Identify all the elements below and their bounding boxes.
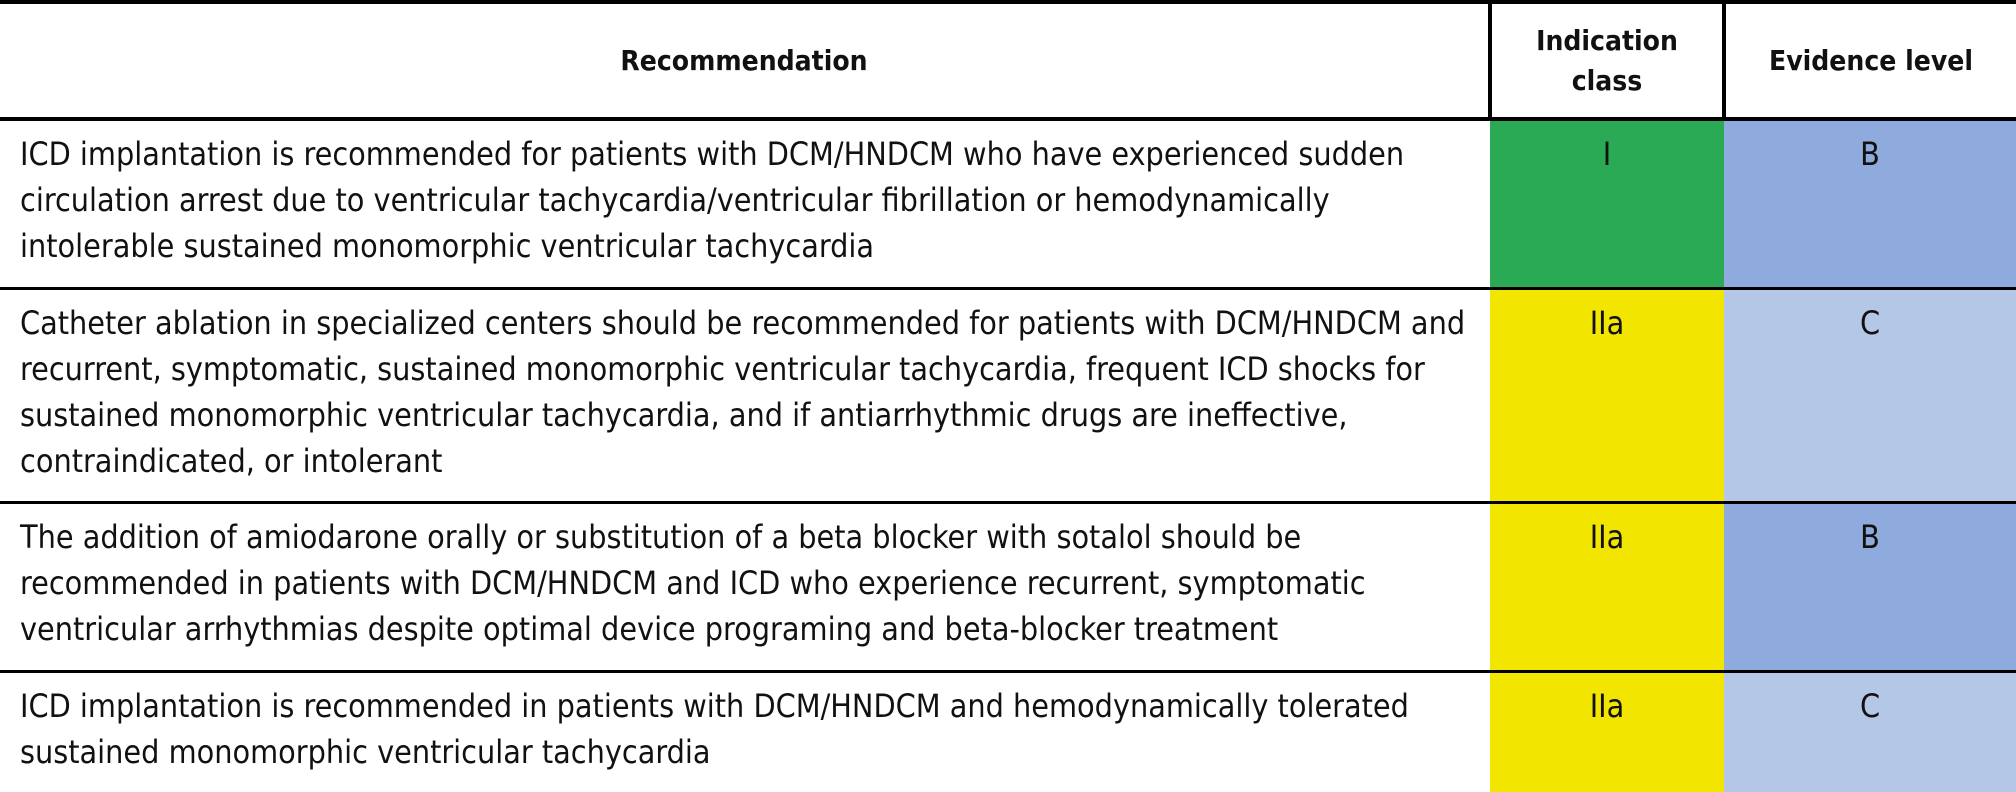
recommendation-cell: The addition of amiodarone orally or substitution of a beta blocker with sotalol should be recommended in patients with DCM/HNDCM and ICD who experience recurrent, symptomatic ventricular arrhythmias despite optimal device programing and beta-blocker treatment — [0, 502, 1490, 671]
evidence-level-cell: B — [1724, 119, 2016, 288]
indication-class-cell: I — [1490, 119, 1724, 288]
table-row — [0, 671, 2016, 792]
table-row — [0, 502, 2016, 671]
evidence-level-cell: B — [1724, 502, 2016, 671]
table-body — [0, 119, 2016, 792]
recommendation-cell: Catheter ablation in specialized centers should be recommended for patients with DCM/HNDCM and recurrent, symptomatic, sustained monomorphic ventricular tachycardia, frequent ICD shocks for sustained monomorphic ventricular tachycardia, and if antiarrhythmic drugs are ineffective, contraindicated, or intolerant — [0, 288, 1490, 502]
indication-class-cell: IIa — [1490, 671, 1724, 792]
indication-class-cell: IIa — [1490, 502, 1724, 671]
recommendation-cell: ICD implantation is recommended in patients with DCM/HNDCM and hemodynamically tolerated sustained monomorphic ventricular tachycardia — [20, 686, 1409, 771]
evidence-level-cell: C — [1724, 288, 2016, 502]
evidence-level-cell: C — [1724, 671, 2016, 792]
table-row — [0, 119, 2016, 288]
header-indication-class: Indication class — [1490, 2, 1724, 119]
recommendation-cell: ICD implantation is recommended for patients with DCM/HNDCM who have experienced sudden circulation arrest due to ventricular tachycardia/ventricular fibrillation or hemodynamically intolerable sustained monomorphic ventricular tachycardia — [0, 119, 1490, 288]
header-recommendation: Recommendation — [0, 2, 1490, 119]
header-row — [0, 2, 2016, 119]
table-header — [0, 2, 2016, 119]
header-evidence-level: Evidence level — [1724, 2, 2016, 119]
table-row — [0, 288, 2016, 502]
indication-class-cell: IIa — [1490, 288, 1724, 502]
